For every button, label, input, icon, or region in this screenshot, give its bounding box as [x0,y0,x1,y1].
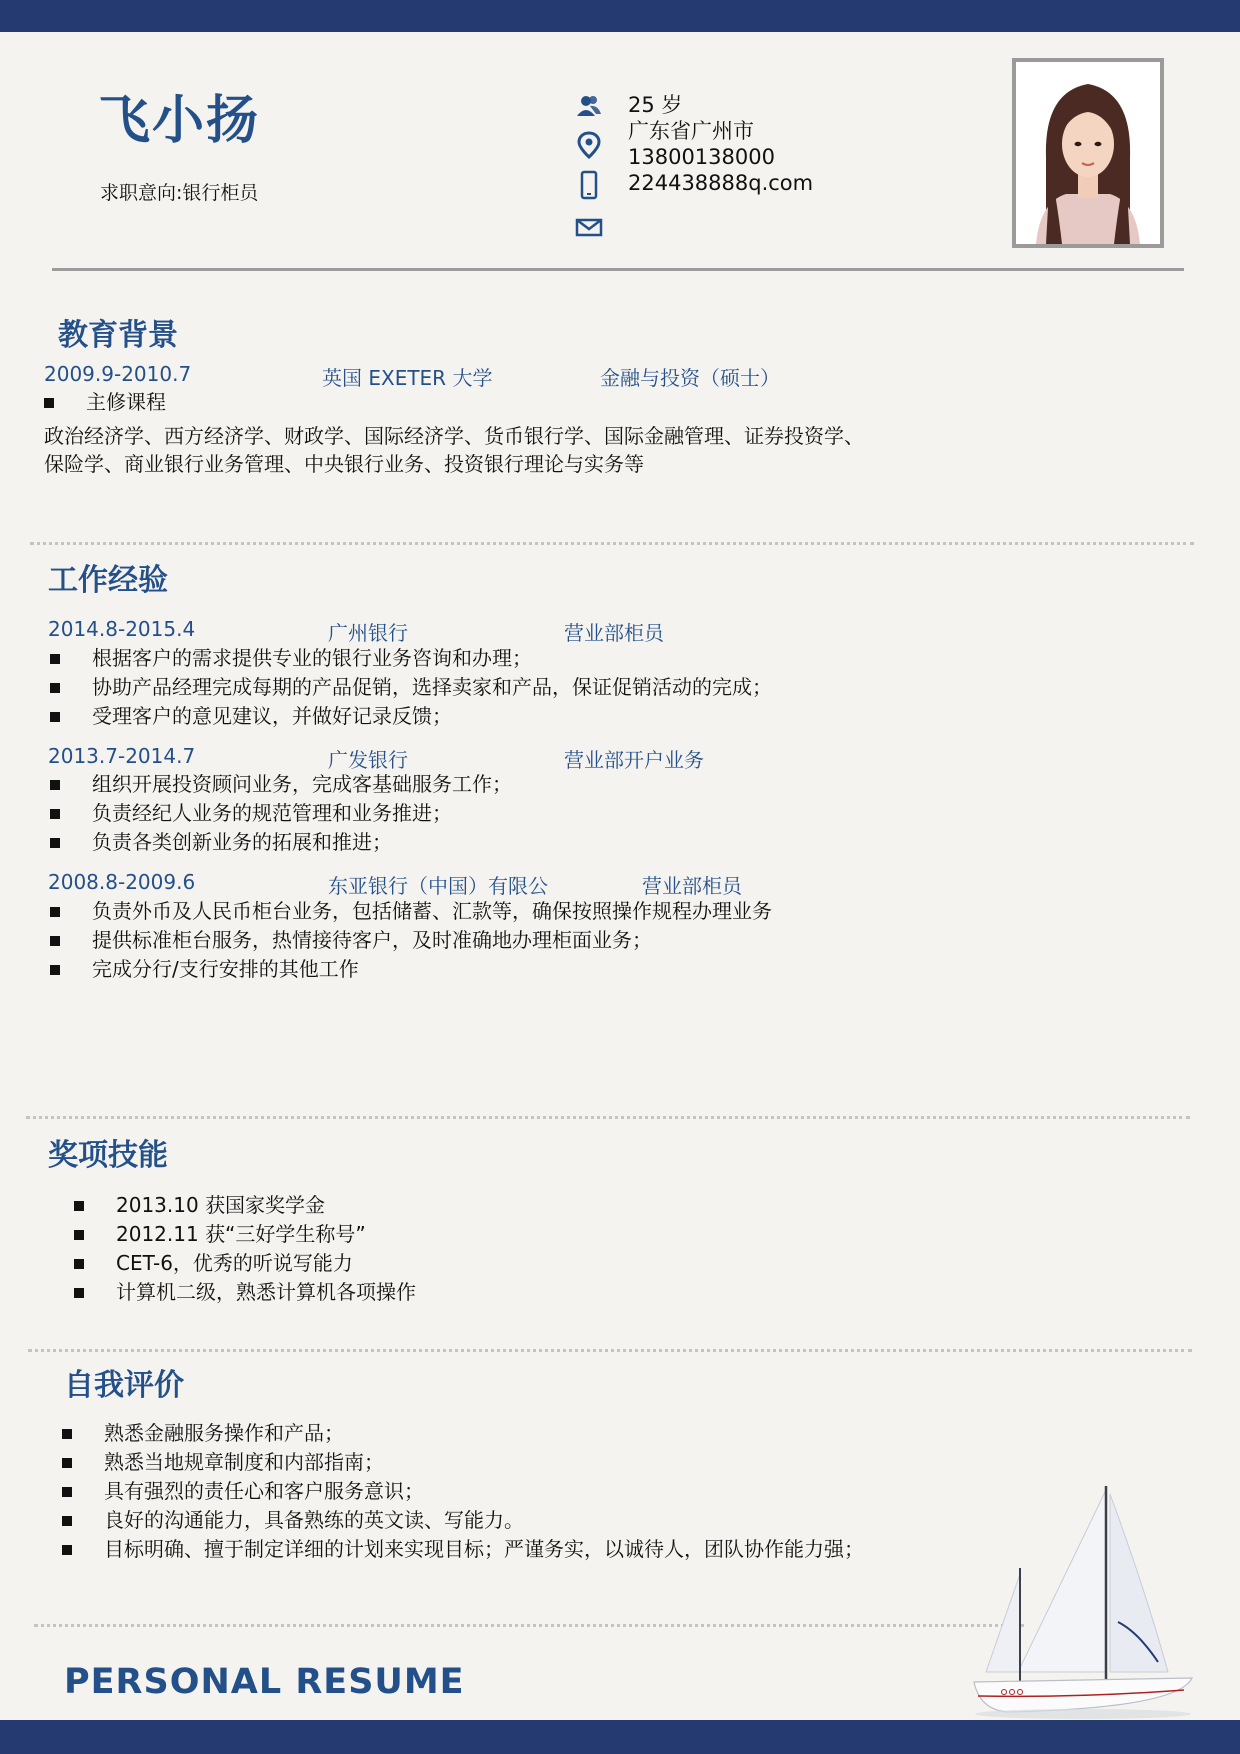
list-item: 组织开展投资顾问业务，完成客基础服务工作； [50,770,950,799]
bullet-square-icon [74,1259,84,1269]
section-divider [26,1116,1190,1119]
bullet-square-icon [62,1429,72,1439]
email-text: 224438888q.com [628,171,814,195]
job-row [48,870,848,896]
bullet-square-icon [50,712,60,722]
list-item: 负责各类创新业务的拓展和推进； [50,828,950,857]
duties-list [50,644,950,731]
job-company: 广州银行 [328,621,408,645]
footer-title: PERSONAL RESUME [64,1662,465,1702]
bullet-square-icon [74,1288,84,1298]
mobile-phone-icon [574,170,604,200]
job-intention: 求职意向:银行柜员 [100,182,259,204]
job-position: 营业部柜员 [564,621,664,645]
list-item: 良好的沟通能力，具备熟练的英文读、写能力。 [62,1506,1062,1535]
bullet-square-icon [50,654,60,664]
list-item: 计算机二级，熟悉计算机各项操作 [74,1278,774,1307]
self-evaluation-list [62,1419,1062,1564]
education-row [44,362,844,388]
profile-photo [1012,58,1164,248]
section-divider [30,542,1194,545]
education-title: 教育背景 [58,318,178,353]
bullet-square-icon [44,398,54,408]
job-row [48,744,848,770]
duties-list [50,897,950,984]
work-title: 工作经验 [48,563,168,598]
bullet-square-icon [50,683,60,693]
location-text: 广东省广州市 [628,119,754,143]
list-item: 负责外币及人民币柜台业务，包括储蓄、汇款等，确保按照操作规程办理业务 [50,897,950,926]
bottom-bar [0,1720,1240,1754]
bullet-square-icon [62,1516,72,1526]
list-item: 协助产品经理完成每期的产品促销，选择卖家和产品，保证促销活动的完成； [50,673,950,702]
bullet-square-icon [62,1458,72,1468]
location-pin-icon [574,130,604,160]
list-item: 具有强烈的责任心和客户服务意识； [62,1477,1062,1506]
bullet-square-icon [50,965,60,975]
job-company: 东亚银行（中国）有限公 [328,874,548,898]
age-text: 25 岁 [628,93,683,117]
list-item: 主修课程 [44,388,944,417]
bullet-square-icon [74,1201,84,1211]
job-company: 广发银行 [328,748,408,772]
job-row [48,617,848,643]
header-divider [52,268,1184,271]
awards-title: 奖项技能 [48,1138,168,1173]
list-item: CET-6，优秀的听说写能力 [74,1249,774,1278]
section-divider [28,1349,1192,1352]
contact-info [628,92,813,196]
list-item: 根据客户的需求提供专业的银行业务咨询和办理； [50,644,950,673]
job-period: 2014.8-2015.4 [48,617,196,641]
self-evaluation-title: 自我评价 [64,1368,184,1403]
bullet-square-icon [50,838,60,848]
top-bar [0,0,1240,32]
bullet-square-icon [50,780,60,790]
list-item: 负责经纪人业务的规范管理和业务推进； [50,799,950,828]
phone-text: 13800138000 [628,145,775,169]
bullet-square-icon [62,1545,72,1555]
list-item: 2013.10 获国家奖学金 [74,1191,774,1220]
list-item: 熟悉金融服务操作和产品； [62,1419,1062,1448]
education-period: 2009.9-2010.7 [44,362,192,386]
bullet-square-icon [50,907,60,917]
bullet-square-icon [62,1487,72,1497]
education-major: 金融与投资（硕士） [600,366,780,390]
bullet-square-icon [74,1230,84,1240]
envelope-icon [574,212,604,242]
bullet-square-icon [50,809,60,819]
job-position: 营业部柜员 [642,874,742,898]
education-school: 英国 EXETER 大学 [322,366,493,390]
job-period: 2008.8-2009.6 [48,870,196,894]
list-item: 提供标准柜台服务，热情接待客户，及时准确地办理柜面业务； [50,926,950,955]
awards-list [74,1191,774,1307]
list-item: 完成分行/支行安排的其他工作 [50,955,950,984]
courses-list [44,388,944,417]
courses-line-1: 政治经济学、西方经济学、财政学、国际经济学、货币银行学、国际金融管理、证券投资学、 [44,424,864,448]
list-item: 2012.11 获“三好学生称号” [74,1220,774,1249]
courses-line-2: 保险学、商业银行业务管理、中央银行业务、投资银行理论与实务等 [44,452,644,476]
people-icon [574,92,604,122]
duties-list [50,770,950,857]
list-item: 受理客户的意见建议，并做好记录反馈； [50,702,950,731]
bullet-square-icon [50,936,60,946]
list-item: 目标明确、擅于制定详细的计划来实现目标；严谨务实，以诚待人，团队协作能力强； [62,1535,1062,1564]
list-item: 熟悉当地规章制度和内部指南； [62,1448,1062,1477]
portrait-image [1016,62,1160,244]
section-divider [34,1624,1024,1627]
candidate-name: 飞小扬 [98,91,261,151]
job-period: 2013.7-2014.7 [48,744,196,768]
job-position: 营业部开户业务 [564,748,704,772]
sailboat-icon [968,1482,1198,1722]
